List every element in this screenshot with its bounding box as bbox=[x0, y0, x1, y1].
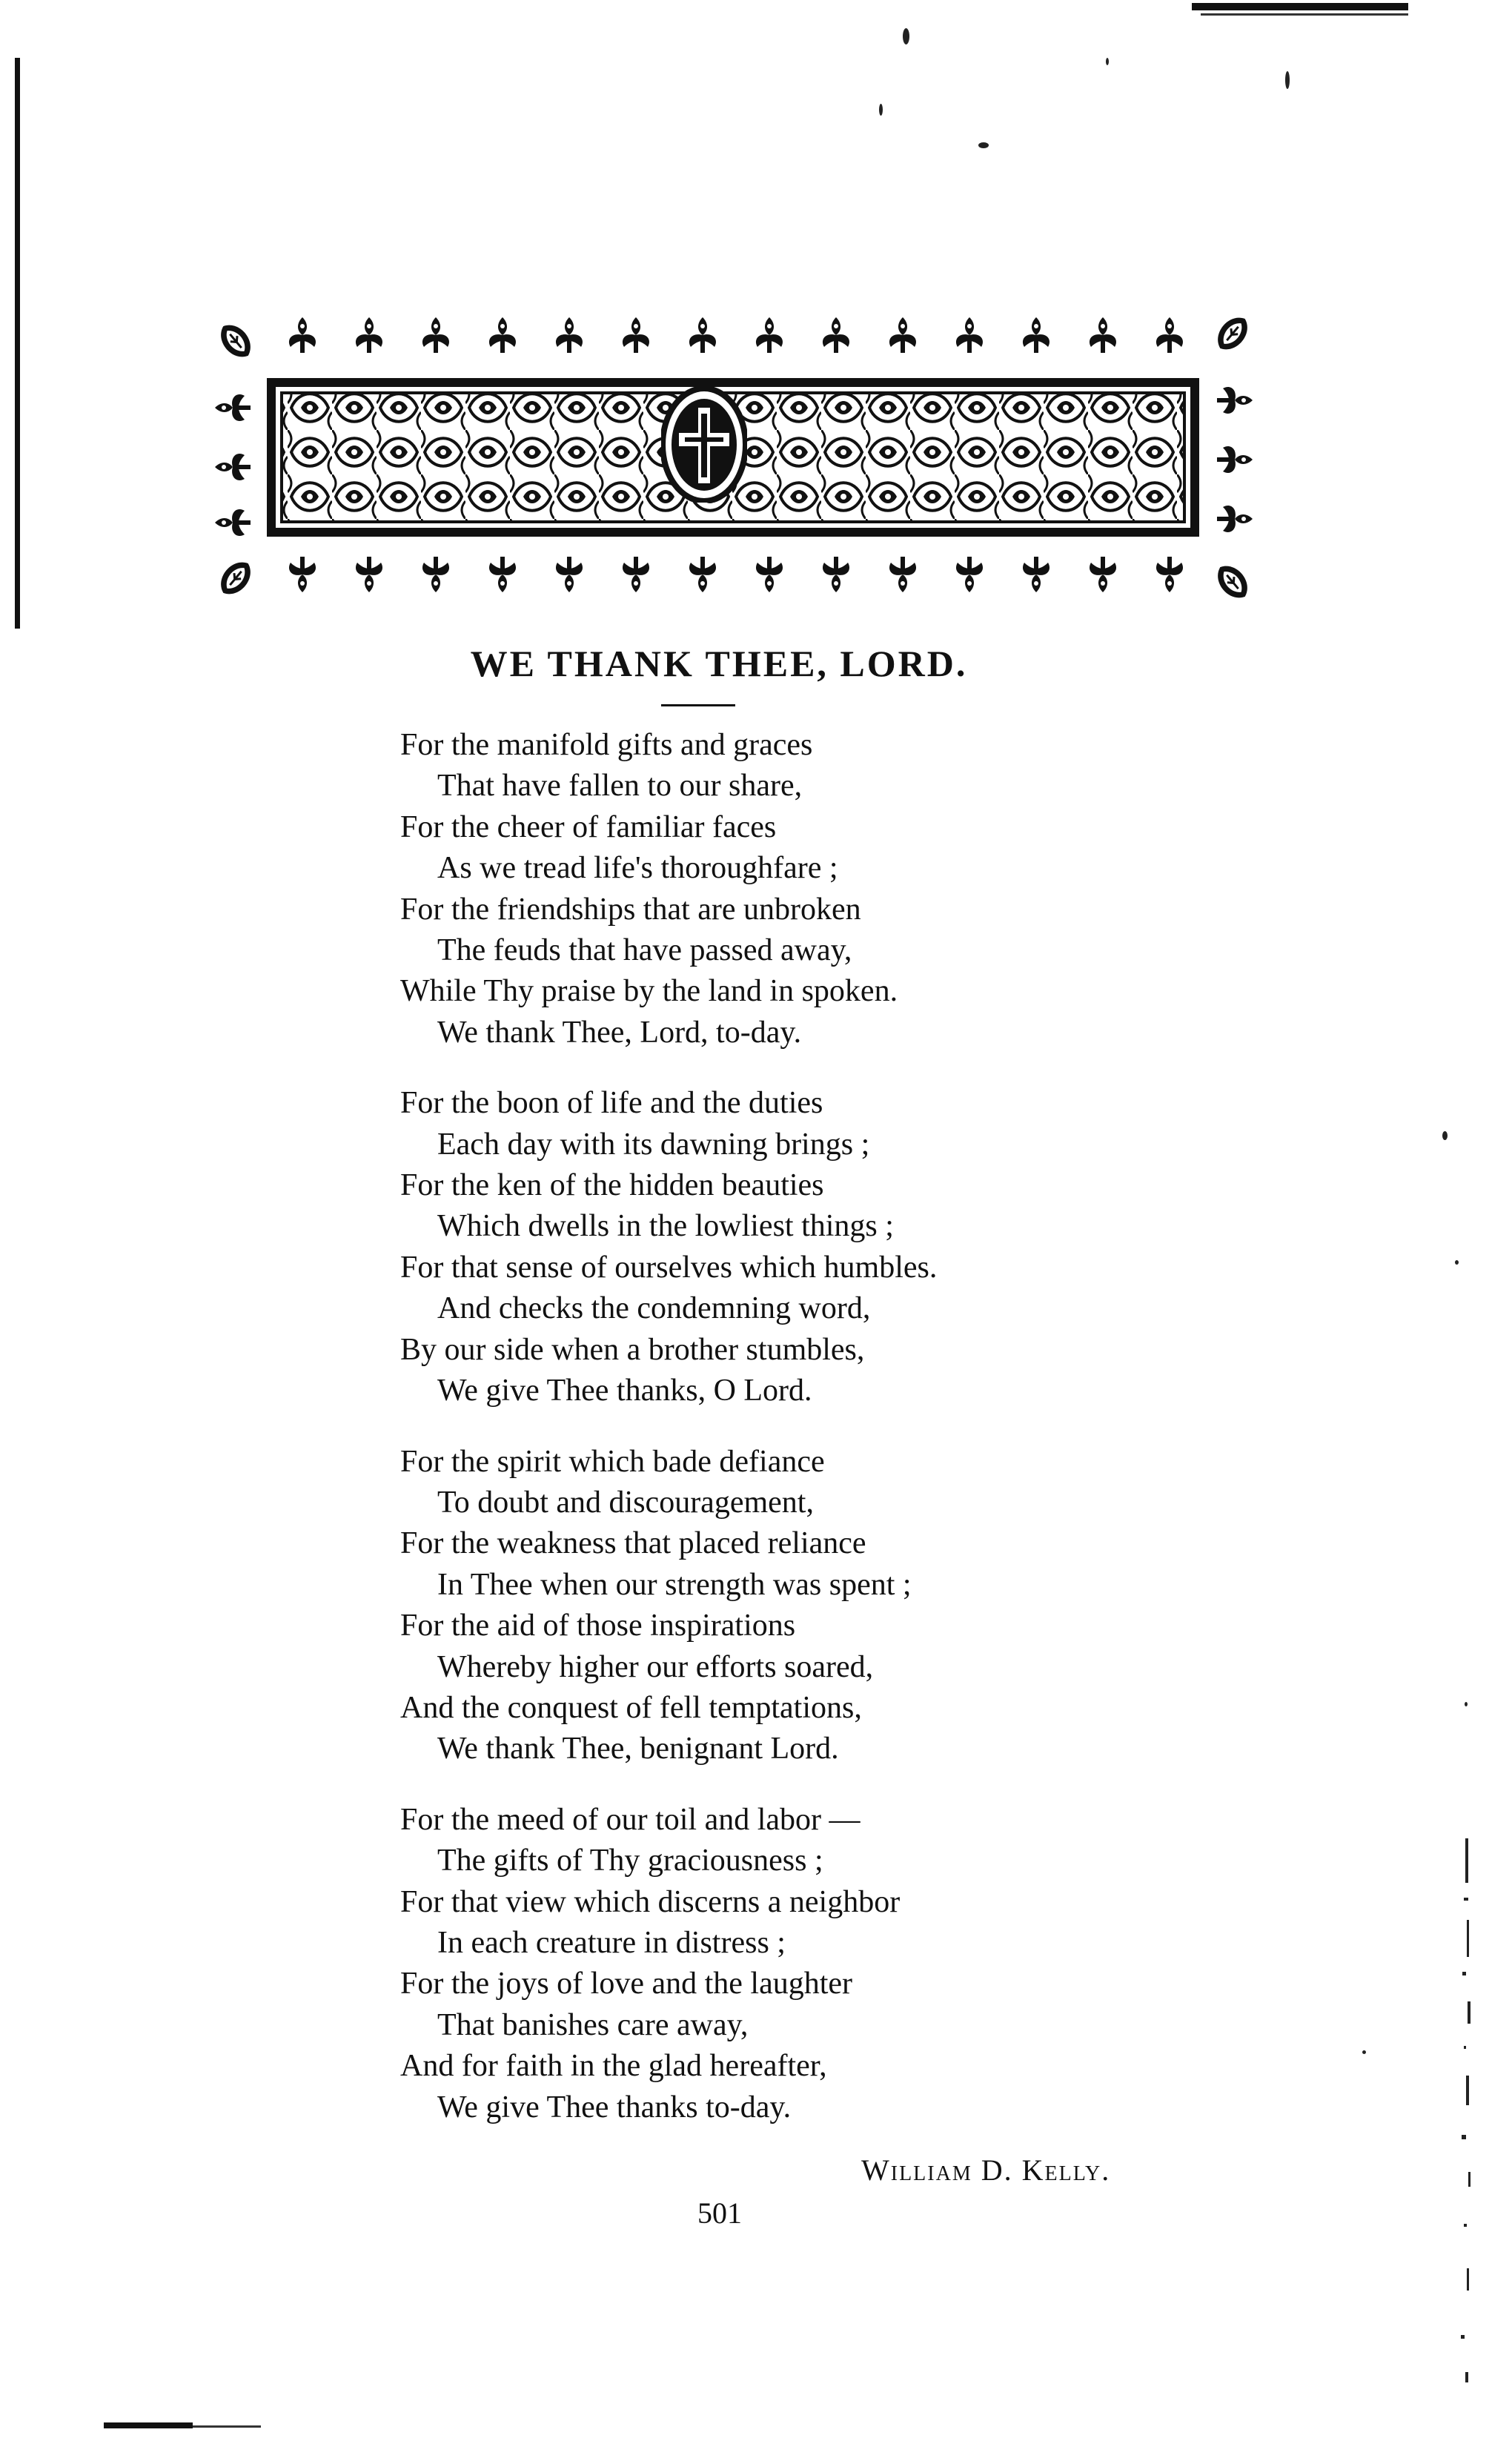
poem-line: By our side when a brother stumbles, bbox=[400, 1332, 865, 1367]
poem-line: For the ken of the hidden beauties bbox=[400, 1168, 824, 1203]
poem-line: For the weakness that placed reliance bbox=[400, 1526, 866, 1561]
poem-line: And for faith in the glad hereafter, bbox=[400, 2049, 827, 2084]
poem-line: For the cheer of familiar faces bbox=[400, 809, 777, 844]
poem-line: We thank Thee, Lord, to-day. bbox=[437, 1015, 802, 1050]
poem-author: William D. Kelly. bbox=[861, 2153, 1111, 2187]
poem-line: While Thy praise by the land in spoken. bbox=[400, 974, 898, 1009]
scan-speck bbox=[879, 104, 883, 116]
poem-stanza bbox=[400, 1442, 1141, 1770]
poem-line: For the meed of our toil and labor — bbox=[400, 1802, 861, 1837]
page-number: 501 bbox=[697, 2196, 742, 2230]
scan-speck bbox=[978, 142, 989, 148]
scan-speck bbox=[1442, 1131, 1448, 1140]
poem-line: That have fallen to our share, bbox=[437, 769, 803, 804]
scan-edge-bottom-thin bbox=[193, 2425, 261, 2428]
scan-edge-top-thin bbox=[1201, 13, 1408, 16]
poem-line: For the aid of those inspirations bbox=[400, 1609, 796, 1643]
poem-line: We give Thee thanks to-day. bbox=[437, 2090, 792, 2124]
poem-line: The feuds that have passed away, bbox=[437, 933, 852, 968]
title-divider bbox=[661, 704, 735, 706]
poem-line: In Thee when our strength was spent ; bbox=[437, 1567, 912, 1602]
poem-line: For the joys of love and the laughter bbox=[400, 1967, 853, 2001]
scan-edge-left bbox=[15, 58, 20, 629]
scan-edge-bottom bbox=[104, 2422, 193, 2428]
poem-line: In each creature in distress ; bbox=[437, 1925, 786, 1960]
scan-speck bbox=[1106, 58, 1109, 65]
scan-speck bbox=[1285, 71, 1290, 89]
poem-stanza bbox=[400, 725, 1141, 1053]
scan-edge-top bbox=[1192, 3, 1408, 10]
poem-line: Whereby higher our efforts soared, bbox=[437, 1649, 874, 1684]
poem-stanza bbox=[400, 1800, 1141, 2128]
poem-line: Which dwells in the lowliest things ; bbox=[437, 1209, 894, 1244]
scan-speck bbox=[1362, 2050, 1366, 2054]
poem-line: We give Thee thanks, O Lord. bbox=[437, 1374, 812, 1408]
poem-line: For the manifold gifts and graces bbox=[400, 728, 813, 762]
poem-line: To doubt and discouragement, bbox=[437, 1485, 814, 1520]
poem-title: WE THANK THEE, LORD. bbox=[470, 643, 968, 684]
poem-stanza bbox=[400, 1083, 1141, 1411]
poem-line: For the spirit which bade defiance bbox=[400, 1444, 825, 1479]
poem-line: We thank Thee, benignant Lord. bbox=[437, 1732, 839, 1766]
scan-speck bbox=[1465, 1702, 1468, 1706]
poem-line: That banishes care away, bbox=[437, 2007, 749, 2042]
poem-line: For the boon of life and the duties bbox=[400, 1086, 823, 1121]
poem-line: The gifts of Thy graciousness ; bbox=[437, 1844, 823, 1878]
poem-line: And the conquest of fell temptations, bbox=[400, 1690, 862, 1725]
scan-speck bbox=[903, 28, 909, 44]
scan-noise bbox=[1456, 1824, 1479, 2402]
poem-line: As we tread life's thoroughfare ; bbox=[437, 851, 838, 886]
poem-line: For the friendships that are unbroken bbox=[400, 892, 861, 927]
poem-line: For that sense of ourselves which humbles. bbox=[400, 1250, 938, 1285]
poem-line: And checks the condemning word, bbox=[437, 1291, 871, 1326]
scan-speck bbox=[1455, 1260, 1459, 1265]
poem-line: Each day with its dawning brings ; bbox=[437, 1127, 870, 1162]
poem-line: For that view which discerns a neighbor bbox=[400, 1884, 901, 1919]
cross-medallion-icon bbox=[661, 387, 747, 503]
poem-body bbox=[400, 725, 1141, 2158]
